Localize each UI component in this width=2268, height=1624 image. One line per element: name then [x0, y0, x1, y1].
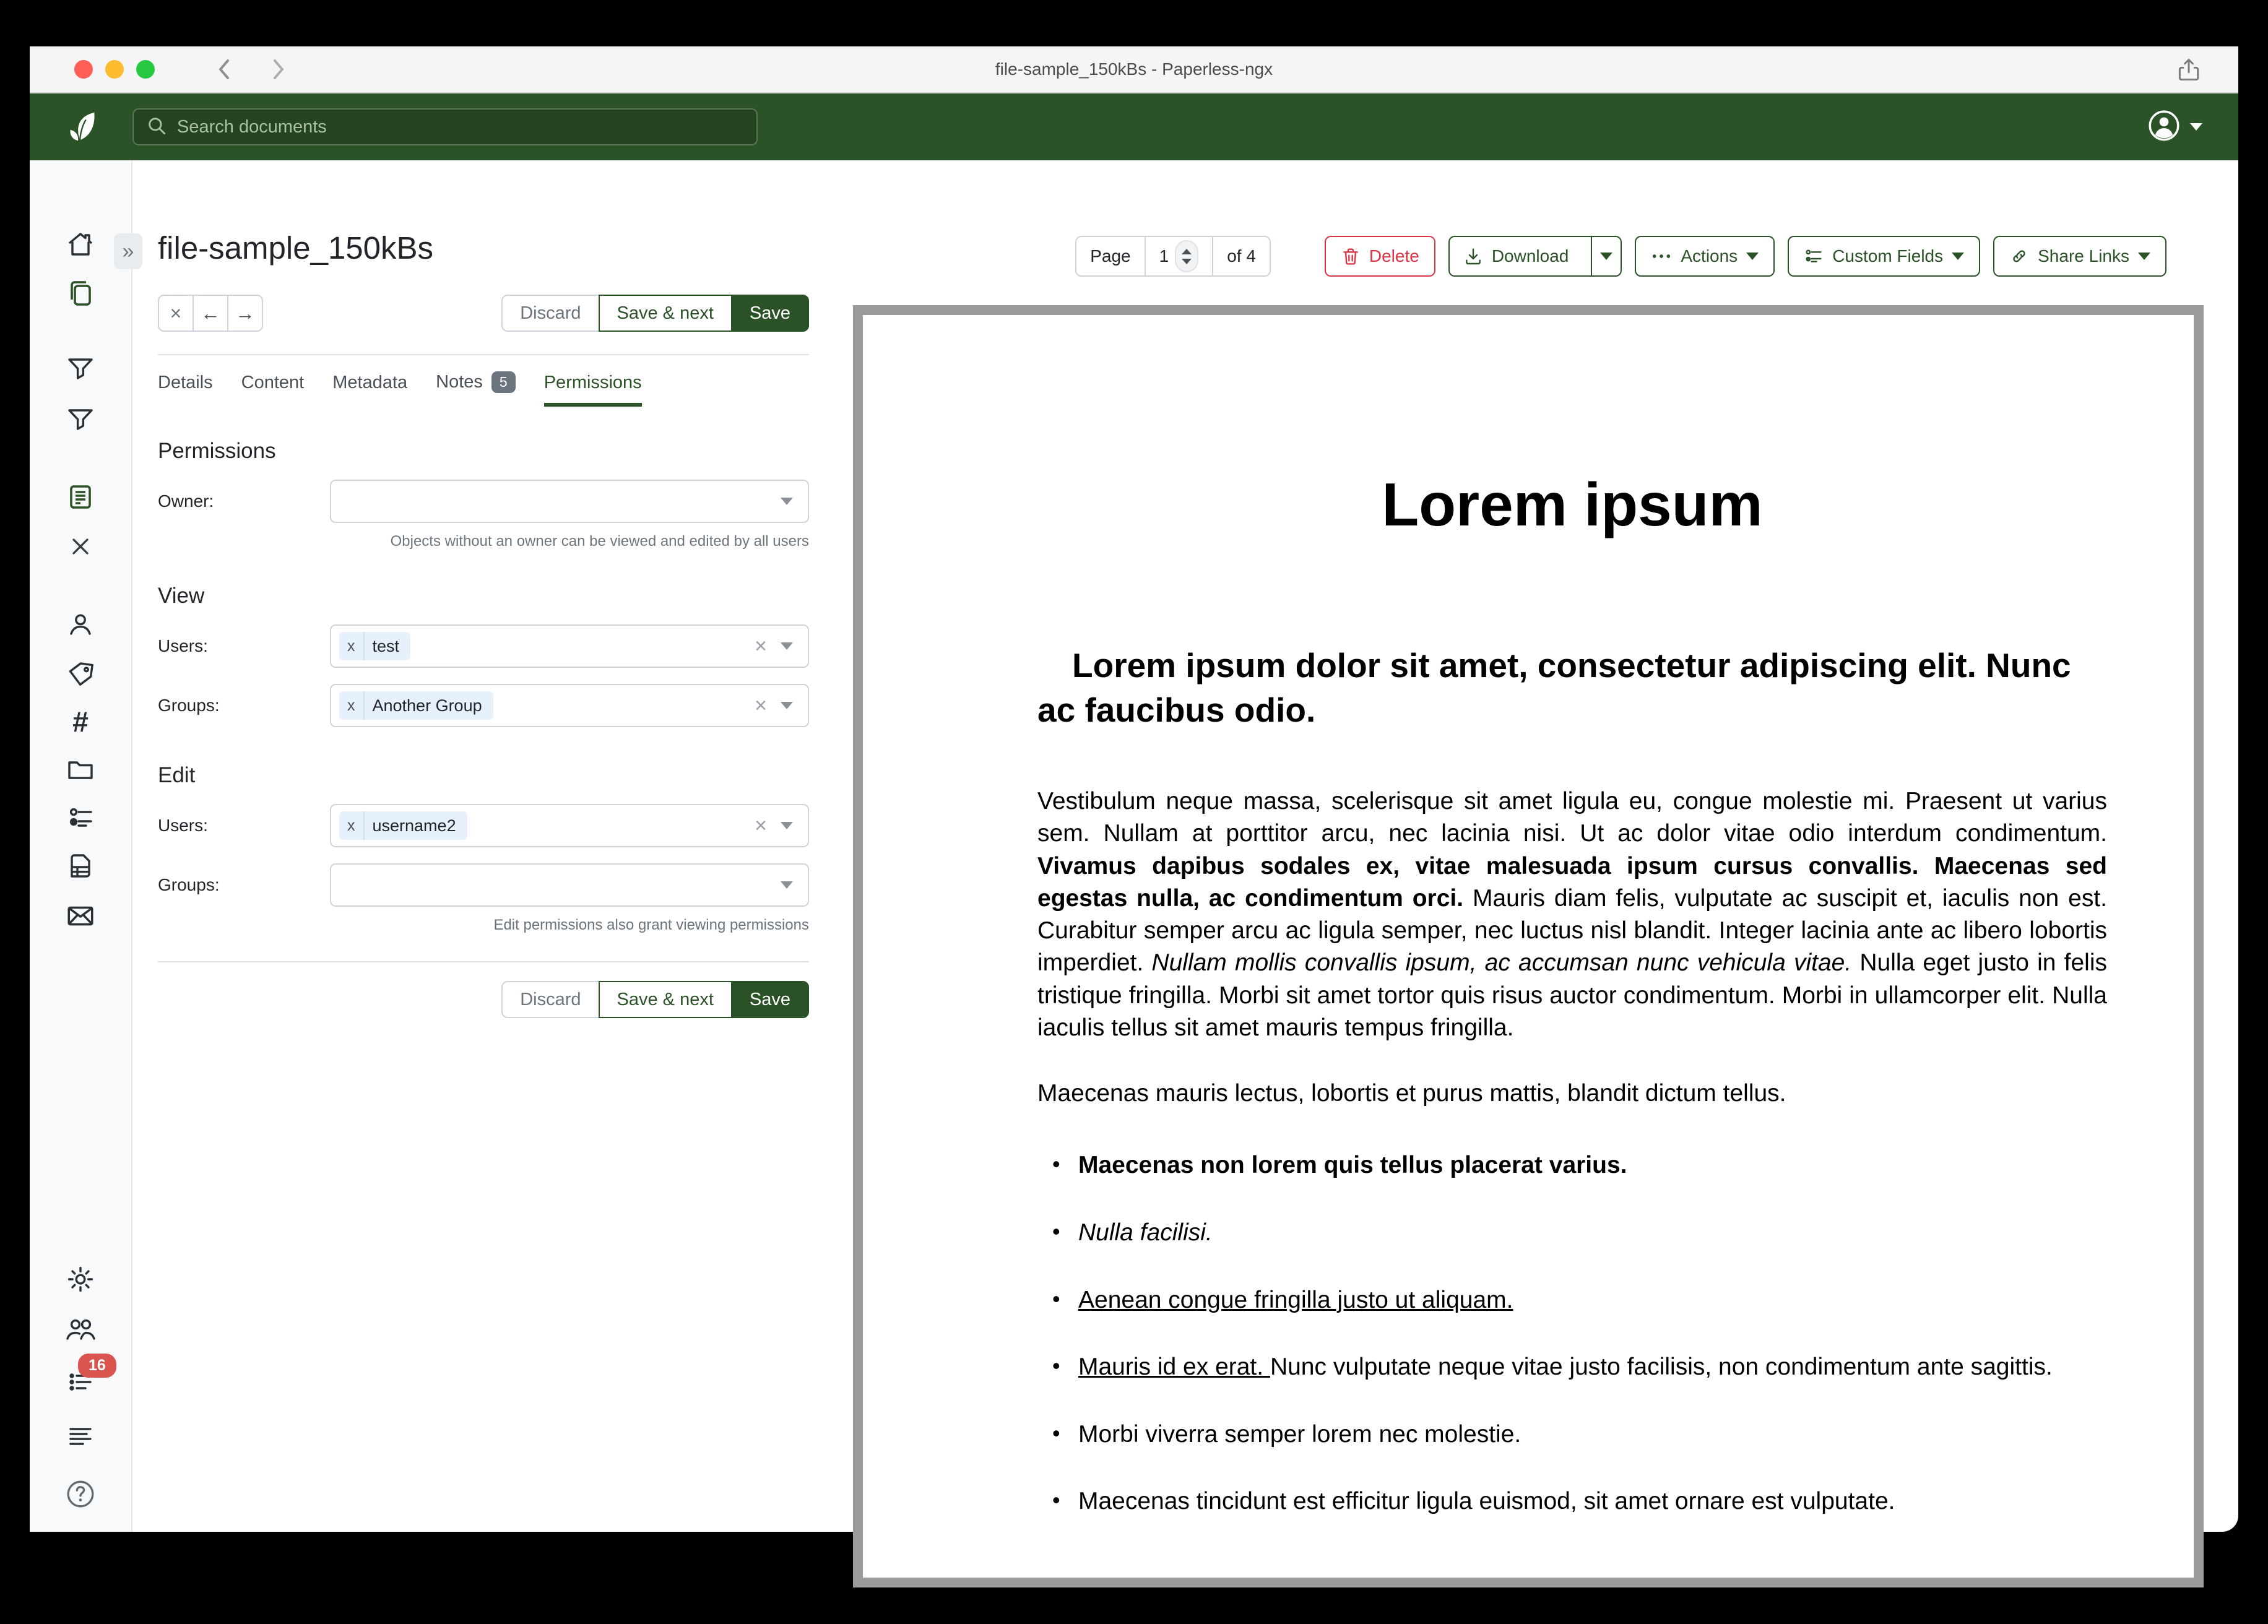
delete-button[interactable]: Delete	[1325, 236, 1435, 277]
save-next-button[interactable]: Save & next	[599, 981, 732, 1018]
view-heading: View	[158, 584, 205, 608]
divider	[158, 961, 809, 962]
page-number-input[interactable]: 1	[1145, 236, 1214, 277]
custom-fields-icon	[1804, 246, 1824, 266]
divider	[158, 354, 809, 355]
sidebar-item-tasks[interactable]	[66, 1357, 106, 1397]
save-button[interactable]: Save	[731, 981, 809, 1018]
page-navigation	[1075, 236, 1271, 277]
page-label: Page	[1075, 236, 1145, 277]
document-nav-group	[158, 295, 263, 332]
sidebar-item-file[interactable]	[66, 851, 95, 881]
traffic-lights	[74, 60, 155, 79]
list-item: • Aenean congue fringilla justo ut aliquam.	[1078, 1284, 2107, 1317]
window-title: file-sample_150kBs - Paperless-ngx	[995, 59, 1273, 79]
share-icon[interactable]	[2175, 56, 2202, 87]
selected-group-chip: x Another Group	[339, 691, 493, 720]
chevron-down-icon	[2138, 253, 2150, 260]
sidebar-item-logs[interactable]	[66, 1422, 95, 1451]
paperless-leaf-logo-icon[interactable]	[30, 108, 132, 146]
sidebar-item-settings[interactable]	[66, 1264, 95, 1294]
edit-users-select[interactable]	[330, 804, 809, 847]
notes-count-badge: 5	[491, 371, 516, 393]
share-links-button[interactable]: Share Links	[1993, 236, 2166, 277]
tab-details[interactable]: Details	[158, 373, 213, 392]
list-item: • Morbi viverra semper lorem nec molestie.	[1078, 1419, 2107, 1451]
edit-heading: Edit	[158, 763, 196, 787]
page-count-label: of 4	[1212, 236, 1271, 277]
page-stepper[interactable]	[1175, 240, 1198, 272]
previous-document-button[interactable]: ←	[193, 295, 228, 332]
list-item: • Maecenas non lorem quis tellus placerat varius.	[1078, 1149, 2107, 1182]
view-groups-select[interactable]	[330, 684, 809, 727]
permissions-heading: Permissions	[158, 439, 276, 463]
sidebar-item-documents[interactable]	[66, 278, 95, 308]
save-button[interactable]: Save	[731, 295, 809, 332]
download-icon	[1463, 246, 1483, 266]
owner-help-text: Objects without an owner can be viewed and edited by all users	[390, 533, 809, 550]
document-tabs	[158, 371, 809, 407]
chevron-down-icon	[1600, 253, 1612, 260]
owner-select[interactable]	[330, 480, 809, 523]
view-users-select[interactable]	[330, 624, 809, 668]
user-avatar-icon[interactable]	[2148, 110, 2180, 145]
sidebar-item-mail[interactable]	[65, 901, 96, 931]
sidebar-collapse-button[interactable]: »	[114, 233, 142, 269]
pdf-paragraph: Vestibulum neque massa, scelerisque sit amet ligula eu, congue molestie mi. Praesent ut varius sem. Nullam at porttitor arcu, nec lacinia nisi. Ut ac dolor vitae odio interdum condimentum. Vivamus dapibus sodales ex, vitae malesuada ipsum cursus convallis. Maecenas sed egestas nulla, ac condimentum orci. Mauris diam felis, vulputate ac suscipit et, iaculis non est. Curabitur semper arcu ac ligula semper, nec luctus nisl blandit. Integer lacinia ante ac libero lobortis imperdiet. Nullam mollis convallis ipsum, ac accumsan nunc vehicula vitae. Nulla eget justo in felis tristique fringilla. Morbi sit amet tortor quis risus auctor condimentum. Morbi in ullamcorper elit. Nulla iaculis tellus sit amet mauris tempus fringilla.	[1037, 788, 2107, 1041]
sidebar-item-open-document[interactable]	[66, 482, 95, 512]
close-document-icon[interactable]	[67, 533, 94, 560]
save-button-group	[501, 295, 809, 332]
pdf-subtitle: Lorem ipsum dolor sit amet, consectetur adipiscing elit. Nunc ac faucibus odio.	[1037, 646, 2071, 729]
tab-content[interactable]: Content	[241, 373, 305, 392]
edit-groups-label: Groups:	[158, 875, 220, 894]
sidebar-item-help[interactable]	[65, 1479, 96, 1510]
tab-notes[interactable]: Notes 5	[436, 371, 516, 407]
download-split-button	[1448, 236, 1622, 277]
actions-button[interactable]: Actions	[1635, 236, 1775, 277]
pdf-paragraph: Maecenas mauris lectus, lobortis et purus mattis, blandit dictum tellus.	[1037, 1080, 1786, 1107]
search-input[interactable]	[177, 117, 744, 137]
zoom-window-button[interactable]	[136, 60, 155, 79]
custom-fields-button[interactable]: Custom Fields	[1788, 236, 1980, 277]
owner-label: Owner:	[158, 491, 214, 511]
remove-chip-icon[interactable]: x	[339, 811, 365, 840]
next-document-button[interactable]: →	[227, 295, 263, 332]
discard-button[interactable]: Discard	[501, 295, 599, 332]
list-item: • Mauris id ex erat. Nunc vulputate neque vitae justo facilisis, non condimentum ante sagittis.	[1078, 1351, 2107, 1384]
chevron-down-icon	[781, 702, 793, 709]
remove-chip-icon[interactable]: x	[339, 632, 365, 660]
selected-user-chip: x username2	[339, 811, 467, 840]
view-users-label: Users:	[158, 636, 208, 655]
tab-metadata[interactable]: Metadata	[332, 373, 408, 392]
app-header	[30, 93, 2238, 160]
save-button-group-bottom	[501, 981, 809, 1018]
user-menu-caret-icon[interactable]	[2190, 123, 2202, 131]
close-window-button[interactable]	[74, 60, 93, 79]
clear-select-icon[interactable]: ×	[755, 694, 767, 717]
edit-users-label: Users:	[158, 816, 208, 835]
document-preview-panel	[853, 160, 2238, 1532]
chevron-down-icon	[781, 642, 793, 650]
pdf-preview[interactable]	[853, 305, 2204, 1587]
close-button[interactable]: ×	[158, 295, 194, 332]
pdf-bullet-list	[1037, 1149, 2107, 1518]
macos-titlebar	[30, 46, 2238, 93]
chevron-down-icon	[781, 498, 793, 505]
step-up-icon[interactable]	[1182, 249, 1192, 254]
minimize-window-button[interactable]	[105, 60, 124, 79]
sidebar-item-users-groups[interactable]	[64, 1315, 97, 1345]
document-edit-panel	[132, 160, 853, 1532]
selected-user-chip: x test	[339, 632, 410, 660]
sidebar	[30, 160, 132, 1532]
pdf-title: Lorem ipsum	[1382, 470, 1763, 538]
trash-icon	[1341, 246, 1361, 266]
global-search	[132, 108, 758, 145]
save-next-button[interactable]: Save & next	[599, 295, 732, 332]
pdf-page	[863, 315, 2194, 1578]
sidebar-item-correspondents[interactable]	[66, 610, 95, 639]
download-button[interactable]: Download	[1450, 237, 1583, 275]
view-groups-label: Groups:	[158, 696, 220, 715]
link-icon	[2009, 246, 2029, 266]
document-title: file-sample_150kBs	[158, 230, 434, 266]
search-icon	[146, 115, 167, 139]
sidebar-item-saved-view-icon[interactable]	[66, 404, 95, 434]
edit-help-text: Edit permissions also grant viewing permissions	[493, 917, 809, 933]
clear-select-icon[interactable]: ×	[755, 814, 767, 837]
tasks-count-badge: 16	[78, 1354, 116, 1378]
preview-toolbar	[853, 236, 2204, 277]
sidebar-item-saved-view-icon[interactable]	[66, 353, 95, 383]
clear-select-icon[interactable]: ×	[755, 634, 767, 658]
app-window	[30, 46, 2238, 1532]
chevron-down-icon	[1746, 253, 1759, 260]
sidebar-item-storage-paths[interactable]	[66, 754, 95, 784]
sidebar-item-custom-fields[interactable]	[66, 803, 95, 832]
list-item: • Nulla facilisi.	[1078, 1217, 2107, 1250]
sidebar-item-tags[interactable]	[66, 659, 95, 689]
ellipsis-icon	[1651, 250, 1672, 262]
chevron-down-icon	[781, 822, 793, 829]
download-options-caret[interactable]	[1591, 237, 1621, 275]
tab-permissions[interactable]: Permissions	[544, 373, 642, 407]
chevron-down-icon	[1952, 253, 1964, 260]
list-item: • Maecenas tincidunt est efficitur ligula euismod, sit amet ornare est vulputate.	[1078, 1485, 2107, 1518]
chevron-down-icon	[781, 881, 793, 889]
discard-button[interactable]: Discard	[501, 981, 599, 1018]
remove-chip-icon[interactable]: x	[339, 691, 365, 720]
browser-back-icon[interactable]	[214, 57, 235, 82]
sidebar-item-document-types[interactable]: #	[72, 706, 89, 738]
browser-forward-icon[interactable]	[267, 57, 288, 82]
step-down-icon[interactable]	[1182, 259, 1192, 264]
edit-groups-select[interactable]	[330, 863, 809, 907]
sidebar-item-dashboard[interactable]	[66, 230, 95, 259]
